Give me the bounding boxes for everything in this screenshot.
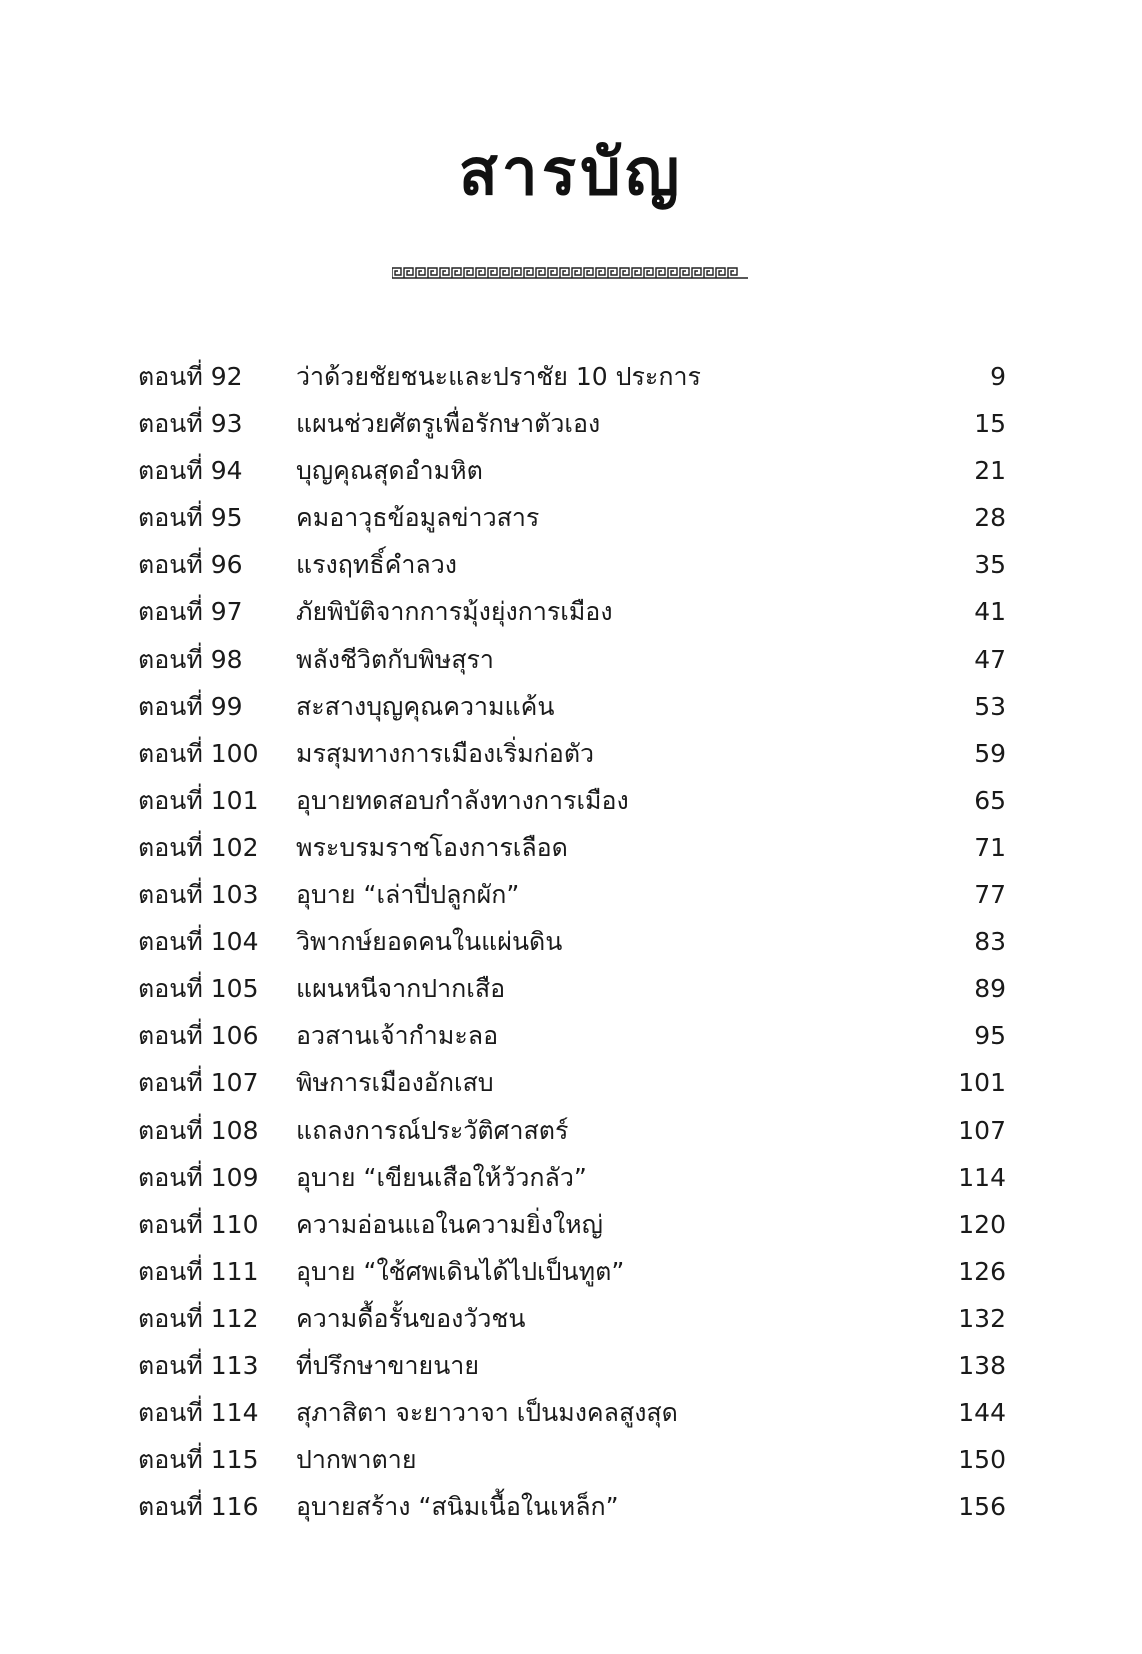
toc-entry[interactable] — [138, 1154, 1006, 1201]
toc-entry[interactable] — [138, 777, 1006, 824]
chapter-number: ตอนที่ 116 — [138, 1492, 259, 1522]
page-number: 9 — [990, 362, 1006, 391]
page-number: 65 — [974, 785, 1006, 815]
page-number: 144 — [958, 1398, 1006, 1428]
chapter-number: ตอนที่ 115 — [138, 1445, 259, 1475]
toc-entry[interactable] — [138, 353, 1006, 400]
page-number: 71 — [974, 832, 1006, 862]
chapter-number: ตอนที่ 92 — [138, 362, 243, 391]
page-number: 138 — [958, 1350, 1006, 1380]
chapter-number: ตอนที่ 102 — [138, 832, 259, 862]
chapter-number: ตอนที่ 96 — [138, 550, 243, 580]
chapter-title: อุบาย “ใช้ศพเดินได้ไปเป็นทูต” — [296, 1256, 625, 1286]
chapter-number: ตอนที่ 101 — [138, 785, 259, 815]
page-title: สารบัญ — [458, 135, 684, 210]
chapter-title: อุบาย “เขียนเสือให้วัวกลัว” — [296, 1162, 587, 1192]
chapter-title: อุบาย “เล่าปี่ปลูกผัก” — [296, 880, 520, 910]
toc-entry[interactable] — [138, 1389, 1006, 1436]
page-number: 101 — [958, 1068, 1006, 1098]
page-number: 59 — [974, 738, 1006, 768]
chapter-number: ตอนที่ 93 — [138, 409, 243, 439]
chapter-title: สุภาสิตา จะยาวาจา เป็นมงคลสูงสุด — [296, 1398, 678, 1428]
toc-entry[interactable] — [138, 588, 1006, 635]
greek-key-ornament-icon — [392, 267, 748, 279]
toc-entry[interactable] — [138, 683, 1006, 730]
chapter-number: ตอนที่ 105 — [138, 974, 259, 1004]
chapter-title: มรสุมทางการเมืองเริ่มก่อตัว — [296, 738, 595, 768]
page-number: 114 — [958, 1162, 1006, 1192]
toc-entry[interactable] — [138, 824, 1006, 871]
chapter-number: ตอนที่ 112 — [138, 1303, 259, 1333]
chapter-title: พลังชีวิตกับพิษสุรา — [296, 644, 494, 674]
toc-entry[interactable] — [138, 400, 1006, 447]
chapter-title: พิษการเมืองอักเสบ — [296, 1068, 494, 1098]
chapter-title: แถลงการณ์ประวัติศาสตร์ — [296, 1115, 569, 1145]
toc-entry[interactable] — [138, 1483, 1006, 1530]
page-number: 95 — [974, 1021, 1006, 1051]
chapter-number: ตอนที่ 109 — [138, 1162, 259, 1192]
chapter-title: ความอ่อนแอในความยิ่งใหญ่ — [296, 1209, 603, 1239]
chapter-number: ตอนที่ 94 — [138, 456, 243, 486]
chapter-number: ตอนที่ 95 — [138, 503, 243, 533]
toc-entry[interactable] — [138, 1107, 1006, 1154]
toc-entry[interactable] — [138, 965, 1006, 1012]
chapter-title: แผนช่วยศัตรูเพื่อรักษาตัวเอง — [296, 409, 601, 439]
chapter-number: ตอนที่ 99 — [138, 691, 243, 721]
chapter-number: ตอนที่ 98 — [138, 644, 243, 674]
page-number: 132 — [958, 1303, 1006, 1333]
page-number: 53 — [974, 691, 1006, 721]
chapter-title: แผนหนีจากปากเสือ — [296, 974, 506, 1004]
page-number: 156 — [958, 1492, 1006, 1522]
chapter-number: ตอนที่ 97 — [138, 597, 243, 627]
chapter-title: ที่ปรึกษาขายนาย — [296, 1350, 479, 1380]
chapter-title: อวสานเจ้ากำมะลอ — [296, 1021, 499, 1051]
chapter-title: คมอาวุธข้อมูลข่าวสาร — [296, 503, 540, 533]
chapter-number: ตอนที่ 113 — [138, 1350, 259, 1380]
page-number: 41 — [974, 597, 1006, 627]
chapter-title: สะสางบุญคุณความแค้น — [296, 691, 555, 721]
page-number: 89 — [974, 974, 1006, 1004]
chapter-number: ตอนที่ 100 — [138, 738, 259, 768]
page-number: 47 — [974, 644, 1006, 674]
page-number: 21 — [974, 456, 1006, 486]
chapter-number: ตอนที่ 107 — [138, 1068, 259, 1098]
chapter-number: ตอนที่ 111 — [138, 1256, 259, 1286]
toc-entry[interactable] — [138, 447, 1006, 494]
chapter-title: อุบายสร้าง “สนิมเนื้อในเหล็ก” — [296, 1492, 619, 1522]
page-number: 120 — [958, 1209, 1006, 1239]
chapter-number: ตอนที่ 110 — [138, 1209, 259, 1239]
page-number: 15 — [974, 409, 1006, 439]
toc-entry[interactable] — [138, 1012, 1006, 1059]
toc-entry[interactable] — [138, 1342, 1006, 1389]
chapter-title: บุญคุณสุดอำมหิต — [296, 456, 483, 486]
toc-entry[interactable] — [138, 1295, 1006, 1342]
page-number: 150 — [958, 1445, 1006, 1475]
chapter-number: ตอนที่ 108 — [138, 1115, 259, 1145]
page-number: 28 — [974, 503, 1006, 533]
page-number: 83 — [974, 927, 1006, 957]
toc-entry[interactable] — [138, 1436, 1006, 1483]
page-number: 35 — [974, 550, 1006, 580]
table-of-contents — [138, 353, 1006, 1530]
chapter-title: พระบรมราชโองการเลือด — [296, 832, 568, 862]
toc-entry[interactable] — [138, 494, 1006, 541]
chapter-number: ตอนที่ 104 — [138, 927, 259, 957]
toc-entry[interactable] — [138, 636, 1006, 683]
chapter-title: ภัยพิบัติจากการมุ้งยุ่งการเมือง — [296, 597, 613, 627]
chapter-number: ตอนที่ 114 — [138, 1398, 259, 1428]
chapter-title: แรงฤทธิ์คำลวง — [296, 550, 457, 580]
page-number: 77 — [974, 880, 1006, 910]
toc-entry[interactable] — [138, 541, 1006, 588]
page-number: 126 — [958, 1256, 1006, 1286]
page-number: 107 — [958, 1115, 1006, 1145]
chapter-number: ตอนที่ 103 — [138, 880, 259, 910]
chapter-number: ตอนที่ 106 — [138, 1021, 259, 1051]
chapter-title: ความดื้อรั้นของวัวชน — [296, 1303, 526, 1333]
toc-entry[interactable] — [138, 918, 1006, 965]
toc-entry[interactable] — [138, 730, 1006, 777]
toc-entry[interactable] — [138, 871, 1006, 918]
chapter-title: ปากพาตาย — [296, 1445, 417, 1475]
toc-entry[interactable] — [138, 1059, 1006, 1106]
chapter-title: อุบายทดสอบกำลังทางการเมือง — [296, 785, 629, 815]
chapter-title: ว่าด้วยชัยชนะและปราชัย 10 ประการ — [296, 362, 701, 391]
toc-entry[interactable] — [138, 1248, 1006, 1295]
chapter-title: วิพากษ์ยอดคนในแผ่นดิน — [296, 927, 563, 957]
toc-entry[interactable] — [138, 1201, 1006, 1248]
